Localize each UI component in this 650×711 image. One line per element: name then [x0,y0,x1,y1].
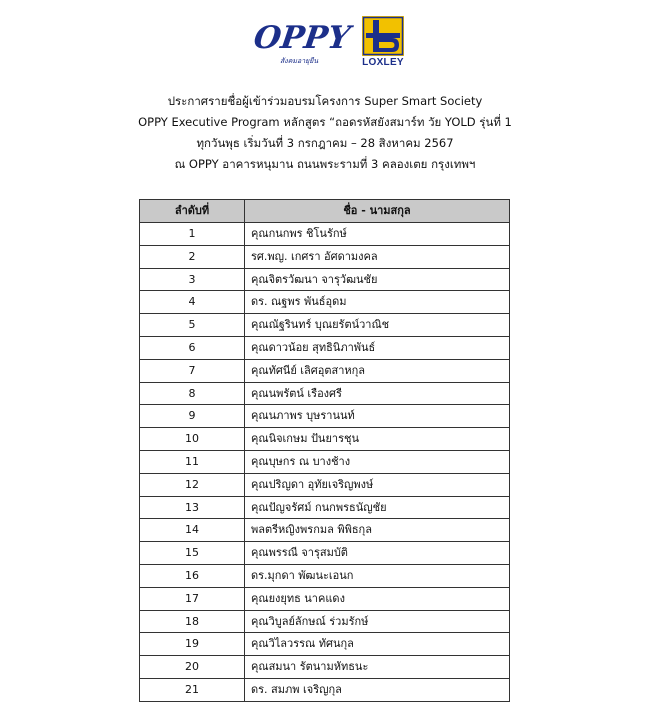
row-name: คุณบุษกร ณ บางช้าง [245,450,510,473]
header-line-title: ประกาศรายชื่อผู้เข้าร่วมอบรมโครงการ Super Smart Society [167,94,483,108]
table-row [140,656,510,679]
row-number: 4 [140,291,245,314]
table-row [140,587,510,610]
loxley-name: LOXLEY [362,57,404,68]
participants-table [139,199,510,702]
row-name: ดร. สมภพ เจริญกุล [245,678,510,701]
row-number: 14 [140,519,245,542]
table-row [140,336,510,359]
row-name: คุณปริญดา อุทัยเจริญพงษ์ [245,473,510,496]
row-number: 16 [140,564,245,587]
row-number: 5 [140,314,245,337]
row-name: คุณยงยุทธ นาคแดง [245,587,510,610]
loxley-logo [357,16,409,72]
row-name: พลตรีหญิงพรกมล พิพิธกุล [245,519,510,542]
row-number: 13 [140,496,245,519]
row-number: 7 [140,359,245,382]
table-row [140,382,510,405]
row-name: คุณวิบูลย์ลักษณ์ ร่วมรักษ์ [245,610,510,633]
row-number: 10 [140,428,245,451]
announcement-header [0,91,650,175]
oppy-tagline: สังคมอายุยืน [280,57,319,65]
table-row [140,268,510,291]
row-number: 6 [140,336,245,359]
table-row [140,633,510,656]
oppy-wordmark: OPPY [251,20,353,56]
row-name: คุณดาวน้อย สุทธินิภาพันธ์ [245,336,510,359]
row-number: 20 [140,656,245,679]
table-header-row [140,200,510,223]
row-name: คุณจิตรวัฒนา จารุวัฒนชัย [245,268,510,291]
table-row [140,405,510,428]
table-row [140,450,510,473]
header-line-venue: ณ OPPY อาคารหนุมาน ถนนพระรามที่ 3 คลองเตย กรุงเทพฯ [174,157,476,171]
table-row [140,542,510,565]
table-row [140,473,510,496]
row-name: คุณนิจเกษม ปันยารชุน [245,428,510,451]
table-row [140,428,510,451]
row-name: คุณณัฐรินทร์ บุณยรัตน์วาณิช [245,314,510,337]
row-name: ดร. ณฐพร พันธ์อุดม [245,291,510,314]
table-row [140,314,510,337]
row-name: คุณปัญจรัศม์ กนกพรธนัญชัย [245,496,510,519]
oppy-logo [251,20,354,68]
row-number: 11 [140,450,245,473]
row-number: 17 [140,587,245,610]
table-row [140,519,510,542]
table-row [140,496,510,519]
row-name: คุณนพรัตน์ เรืองศรี [245,382,510,405]
column-header-name: ชื่อ - นามสกุล [245,200,510,223]
row-name: รศ.พญ. เกศรา อัศดามงคล [245,245,510,268]
row-number: 19 [140,633,245,656]
row-name: คุณนภาพร บุษรานนท์ [245,405,510,428]
table-row [140,223,510,246]
row-number: 18 [140,610,245,633]
row-number: 3 [140,268,245,291]
row-number: 12 [140,473,245,496]
row-number: 1 [140,223,245,246]
row-number: 15 [140,542,245,565]
row-name: คุณพรรณี จารุสมบัติ [245,542,510,565]
header-line-program: OPPY Executive Program หลักสูตร “ถอดรหัสยังสมาร์ท วัย YOLD รุ่นที่ 1 [138,115,512,129]
row-number: 9 [140,405,245,428]
row-number: 8 [140,382,245,405]
table-row [140,678,510,701]
column-header-number: ลำดับที่ [140,200,245,223]
table-row [140,564,510,587]
participants-table-wrap [139,199,509,702]
row-name: ดร.มุกดา พัฒนะเอนก [245,564,510,587]
table-row [140,359,510,382]
loxley-mark-icon [362,16,404,56]
table-row [140,245,510,268]
row-name: คุณทัศนีย์ เลิศอุตสาหกุล [245,359,510,382]
table-row [140,610,510,633]
row-number: 21 [140,678,245,701]
row-name: คุณกนกพร ชิโนรักษ์ [245,223,510,246]
row-name: คุณวิไลวรรณ ทัศนกุล [245,633,510,656]
row-name: คุณสมนา รัตนามหัทธนะ [245,656,510,679]
header-line-schedule: ทุกวันพุธ เริ่มวันที่ 3 กรกฎาคม – 28 สิงหาคม 2567 [196,136,454,150]
row-number: 2 [140,245,245,268]
table-row [140,291,510,314]
logo-bar [0,16,650,72]
